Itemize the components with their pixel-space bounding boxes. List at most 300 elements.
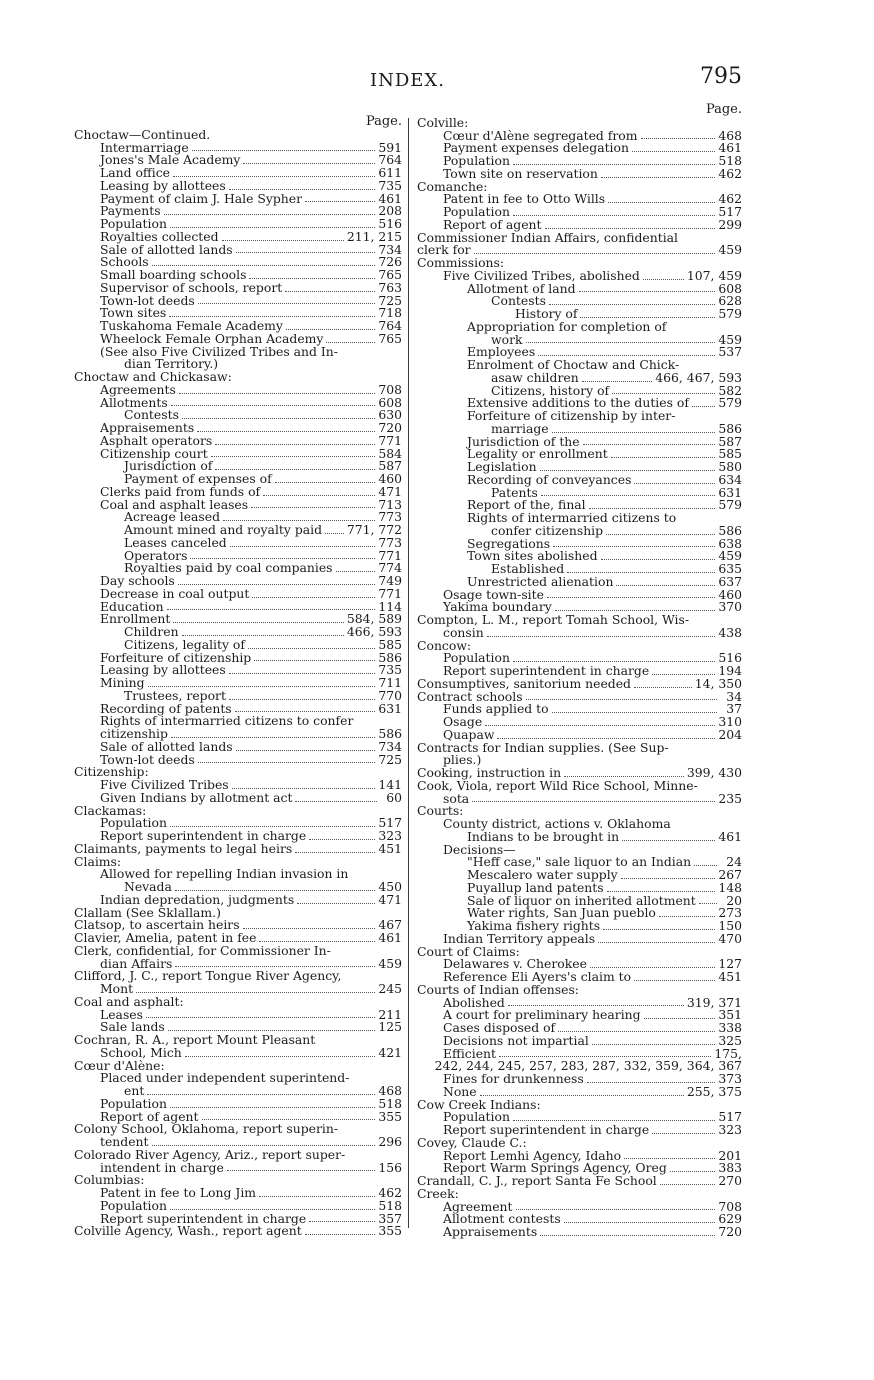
index-entry-page: 208 xyxy=(378,203,402,219)
index-entry-text: Water rights, San Juan pueblo xyxy=(467,905,656,921)
index-entry-text: Five Civilized Tribes xyxy=(100,777,229,792)
index-entry xyxy=(417,522,742,538)
dot-leader xyxy=(643,270,684,280)
index-entry-text: Choctaw and Chickasaw: xyxy=(74,369,232,384)
index-entry-text: Intermarriage xyxy=(100,139,189,155)
index-entry-text: plies.) xyxy=(443,752,482,768)
dot-leader xyxy=(179,384,375,394)
index-entry-page: 713 xyxy=(378,496,402,512)
index-entry-text: Covey, Claude C.: xyxy=(417,1134,527,1150)
dot-leader xyxy=(513,1111,715,1121)
index-entry-text: Mescalero water supply xyxy=(467,867,618,882)
index-entry-page: 734 xyxy=(378,241,402,257)
index-entry-text: Operators xyxy=(124,547,188,563)
index-entry-page: 637 xyxy=(718,573,742,589)
index-entry-text: Consumptives, sanitorium needed xyxy=(417,675,631,691)
index-entry-text: Tuskahoma Female Academy xyxy=(100,318,283,333)
index-entry-text: Osage xyxy=(443,714,483,729)
dot-leader xyxy=(589,499,716,509)
index-entry-page: 127 xyxy=(718,956,742,972)
index-entry-text: Puyallup land patents xyxy=(467,879,604,895)
index-entry-text: Recording of conveyances xyxy=(467,471,632,487)
index-entry-text: Comanche: xyxy=(417,178,488,194)
index-entry-text: Royalties paid by coal companies xyxy=(124,560,333,576)
dot-leader xyxy=(146,1009,375,1019)
index-entry-page: 608 xyxy=(718,280,742,296)
dot-leader xyxy=(164,205,376,215)
index-entry-page: 773 xyxy=(378,534,402,550)
index-entry-text: Education xyxy=(100,598,164,614)
index-entry-text: Coal and asphalt leases xyxy=(100,496,249,512)
index-entry-text: work xyxy=(491,331,523,347)
page-column-label: Page. xyxy=(705,102,742,117)
index-entry-text: Agreement xyxy=(443,1198,513,1214)
index-entry-text: Clackamas: xyxy=(74,802,147,818)
index-entry-text: Report superintendent in charge xyxy=(100,1210,307,1226)
dot-leader xyxy=(540,1226,715,1236)
index-entry-text: Acreage leased xyxy=(124,509,221,525)
index-entry-text: Sale of allotted lands xyxy=(100,738,233,754)
dot-leader xyxy=(582,372,653,382)
index-entry-text: Decisions not impartial xyxy=(443,1032,589,1048)
dot-leader xyxy=(170,218,375,228)
index-entry-page: 459 xyxy=(718,242,742,258)
index-entry-text: Wheelock Female Orphan Academy xyxy=(100,330,324,346)
dot-leader xyxy=(197,422,375,432)
dot-leader xyxy=(297,894,375,904)
index-entry xyxy=(74,1225,402,1238)
index-entry-page: 467 xyxy=(378,917,402,933)
index-entry-page: 764 xyxy=(378,152,402,168)
index-entry-page: 771 xyxy=(378,432,402,448)
index-entry-text: Citizens, legality of xyxy=(124,636,245,652)
index-entry-text: Legality or enrollment xyxy=(467,446,608,462)
page-number: 795 xyxy=(700,64,742,89)
index-entry-page: 24 xyxy=(726,854,742,870)
index-entry-page: 462 xyxy=(378,1185,402,1200)
dot-leader xyxy=(590,958,715,968)
index-entry-text: Cochran, R. A., report Mount Pleasant xyxy=(74,1032,316,1047)
index-entry-text: Population xyxy=(443,1109,510,1125)
index-entry-text: Commissions: xyxy=(417,255,505,270)
index-entry-text: Population xyxy=(100,216,167,231)
dot-leader xyxy=(513,652,715,662)
index-entry-page: 267 xyxy=(718,867,742,882)
dot-leader xyxy=(603,920,715,930)
dot-leader xyxy=(198,295,376,305)
dot-leader xyxy=(173,167,375,177)
dot-leader xyxy=(259,1187,375,1197)
index-entry-text: Enrollment xyxy=(100,611,171,627)
dot-leader xyxy=(275,473,376,483)
index-entry-text: Clifford, J. C., report Tongue River Agency, xyxy=(74,968,342,984)
index-entry-page: 635 xyxy=(718,561,742,576)
index-entry-text: Decisions— xyxy=(443,841,516,857)
index-entry-page: 20 xyxy=(726,892,742,908)
index-entry-text: Report superintendent in charge xyxy=(100,828,307,843)
dot-leader xyxy=(540,461,716,471)
dot-leader xyxy=(168,1021,376,1031)
column-divider xyxy=(408,118,409,1228)
index-entry-page: 355 xyxy=(378,1108,402,1124)
dot-leader xyxy=(222,231,344,241)
index-entry-text: Allotment of land xyxy=(467,280,576,296)
index-entry-page: 150 xyxy=(718,918,742,933)
index-entry-page: 518 xyxy=(378,1095,402,1111)
dot-leader xyxy=(612,385,715,395)
index-entry-page: 771 xyxy=(378,547,402,563)
index-entry-page: 608 xyxy=(378,394,402,410)
index-entry-text: Unrestricted alienation xyxy=(467,573,614,589)
index-entry-text: Population xyxy=(443,204,510,219)
index-entry-page: 586 xyxy=(378,649,402,665)
dot-leader xyxy=(235,703,376,713)
index-entry-page: 774 xyxy=(378,560,402,576)
index-entry-page: 323 xyxy=(378,828,402,843)
dot-leader xyxy=(526,691,717,701)
index-entry-page: 468 xyxy=(718,127,742,143)
index-entry-page: 351 xyxy=(718,1007,742,1023)
dot-leader xyxy=(547,589,715,599)
index-entry-text: Extensive additions to the duties of xyxy=(467,395,689,411)
index-entry xyxy=(417,471,742,487)
index-entry-page: 399, 430 xyxy=(686,765,742,780)
index-entry-page: 770 xyxy=(378,687,402,703)
index-entry-text: Funds applied to xyxy=(443,701,549,717)
dot-leader xyxy=(580,308,715,318)
index-entry-text: Small boarding schools xyxy=(100,267,247,282)
dot-leader xyxy=(601,168,715,178)
index-entry-page: 773 xyxy=(378,509,402,525)
index-entry-page: 468 xyxy=(378,1083,402,1098)
index-entry-text: Contests xyxy=(491,293,546,309)
index-entry-text: Legislation xyxy=(467,459,537,474)
index-entry-text: intendent in charge xyxy=(100,1159,224,1175)
index-entry-text: Population xyxy=(100,1197,167,1213)
index-entry-page: 107, 459 xyxy=(686,267,742,283)
dot-leader xyxy=(309,830,375,840)
dot-leader xyxy=(232,779,376,789)
index-entry-page: 201 xyxy=(718,1147,742,1163)
index-entry-text: Forfeiture of citizenship xyxy=(100,649,252,665)
index-entry-page: 466, 593 xyxy=(346,624,402,639)
index-entry-page: 451 xyxy=(718,969,742,984)
index-entry-page: 734 xyxy=(378,738,402,754)
dot-leader xyxy=(175,881,375,891)
index-entry-page: 735 xyxy=(378,177,402,193)
index-entry-text: Clatsop, to ascertain heirs xyxy=(74,917,240,933)
index-entry-text: Payments xyxy=(100,203,161,219)
dot-leader xyxy=(229,664,376,674)
index-entry-page: 586 xyxy=(718,522,742,538)
index-entry-page: 37 xyxy=(726,701,742,717)
dot-leader xyxy=(553,538,715,548)
index-entry-text: dian Territory.) xyxy=(124,356,219,372)
index-entry-page: 194 xyxy=(718,663,742,678)
dot-leader xyxy=(211,448,376,458)
index-entry-text: Clerk, confidential, for Commissioner In- xyxy=(74,942,331,958)
index-entry xyxy=(417,295,742,308)
index-entry-text: Patent in fee to Otto Wills xyxy=(443,191,606,207)
dot-leader xyxy=(185,1047,376,1057)
index-entry-text: Decrease in coal output xyxy=(100,585,250,601)
dot-leader xyxy=(285,282,375,292)
index-entry-text: Cœur d'Alène: xyxy=(74,1057,165,1073)
dot-leader xyxy=(660,1175,716,1185)
index-entry-page: 211, 215 xyxy=(346,228,402,244)
index-entry-text: Allowed for repelling Indian invasion in xyxy=(100,866,349,882)
index-entry-text: Quapaw xyxy=(443,726,495,742)
index-entry-page: 634 xyxy=(718,471,742,487)
index-entry-text: Cook, Viola, report Wild Rice School, Minne- xyxy=(417,777,698,793)
dot-leader xyxy=(326,333,375,343)
index-entry-page: 461 xyxy=(718,140,742,156)
dot-leader xyxy=(480,1086,684,1096)
index-entry-text: Reference Eli Ayers's claim to xyxy=(443,969,632,984)
index-entry-page: 466, 467, 593 xyxy=(655,369,742,385)
index-entry-page: 204 xyxy=(718,726,742,742)
index-entry-page: 516 xyxy=(718,650,742,666)
index-entry-text: Forfeiture of citizenship by inter- xyxy=(467,408,676,423)
dot-leader xyxy=(248,639,375,649)
index-entry-page: 587 xyxy=(718,433,742,449)
dot-leader xyxy=(152,1136,376,1146)
index-entry-page: 460 xyxy=(718,586,742,602)
index-entry-text: marriage xyxy=(491,420,549,436)
dot-leader xyxy=(652,665,715,675)
index-entry-text: Claimants, payments to legal heirs xyxy=(74,840,293,856)
index-entry-page: 461 xyxy=(378,190,402,206)
index-entry-text: Yakima boundary xyxy=(443,599,552,615)
index-entry-page: 338 xyxy=(718,1020,742,1035)
running-head-title: INDEX. xyxy=(370,70,445,91)
dot-leader xyxy=(558,1022,715,1032)
index-column-left xyxy=(74,116,402,1238)
index-entry-page: 763 xyxy=(378,279,402,295)
index-entry-text: Amount mined and royalty paid xyxy=(124,522,323,537)
index-entry-text: Citizenship court xyxy=(100,445,208,461)
index-entry-text: Recording of patents xyxy=(100,700,232,716)
dot-leader xyxy=(147,1085,375,1095)
dot-leader xyxy=(243,919,376,929)
index-entry xyxy=(417,280,742,296)
dot-leader xyxy=(694,856,717,866)
index-entry-text: Report of the, final xyxy=(467,497,586,513)
index-entry-page: 579 xyxy=(718,306,742,321)
index-entry-page: 273 xyxy=(718,905,742,921)
index-entry-text: citizenship xyxy=(100,726,168,741)
index-entry-page: 462 xyxy=(718,165,742,181)
index-entry-text: Jones's Male Academy xyxy=(100,152,241,168)
index-entry-text: Clavier, Amelia, patent in fee xyxy=(74,930,257,945)
dot-leader xyxy=(170,1098,375,1108)
dot-leader xyxy=(592,1035,716,1045)
index-entry-page: 585 xyxy=(718,446,742,462)
index-entry-text: Contests xyxy=(124,407,179,423)
dot-leader xyxy=(236,244,376,254)
dot-leader xyxy=(606,525,715,535)
index-entry-text: Indians to be brought in xyxy=(467,828,620,844)
dot-leader xyxy=(169,307,375,317)
index-entry xyxy=(417,790,742,806)
index-entry-text: Population xyxy=(443,153,510,168)
index-entry-text: Enrolment of Choctaw and Chick- xyxy=(467,357,680,372)
dot-leader xyxy=(652,1124,715,1134)
index-entry-text: Leasing by allottees xyxy=(100,662,226,678)
dot-leader xyxy=(541,487,716,497)
index-entry-text: Columbias: xyxy=(74,1172,145,1188)
dot-leader xyxy=(670,1162,716,1172)
dot-leader xyxy=(552,423,716,433)
index-entry-page: 765 xyxy=(378,267,402,282)
dot-leader xyxy=(171,728,375,738)
dot-leader xyxy=(552,703,717,713)
index-entry-text: Town-lot deeds xyxy=(100,751,195,767)
index-entry-page: 537 xyxy=(718,344,742,360)
index-entry-page: 631 xyxy=(378,700,402,716)
index-entry-text: Town sites xyxy=(100,305,167,321)
index-entry-text: Efficient xyxy=(443,1045,497,1061)
dot-leader xyxy=(286,320,375,330)
index-entry-text: Payment of claim J. Hale Sypher xyxy=(100,190,303,206)
index-entry-page: 771, 772 xyxy=(346,522,402,537)
index-entry-page: 459 xyxy=(718,331,742,347)
index-entry-page: 708 xyxy=(718,1198,742,1214)
index-entry-text: Contracts for Indian supplies. (See Sup- xyxy=(417,739,669,755)
index-entry-text: Sale of liquor on inherited allotment xyxy=(467,892,696,908)
dot-leader xyxy=(236,741,376,751)
index-entry-page: 631 xyxy=(718,484,742,500)
index-entry-text: History of xyxy=(515,306,578,321)
dot-leader xyxy=(632,142,715,152)
dot-leader xyxy=(148,677,376,687)
dot-leader xyxy=(641,130,716,140)
dot-leader xyxy=(513,155,715,165)
index-entry-page: 708 xyxy=(378,381,402,397)
index-entry-page: 518 xyxy=(378,1197,402,1213)
index-entry-page: 296 xyxy=(378,1134,402,1149)
dot-leader xyxy=(692,397,715,407)
index-entry-text: Given Indians by allotment act xyxy=(100,789,293,805)
dot-leader xyxy=(564,767,684,777)
dot-leader xyxy=(634,474,715,484)
index-entry-text: Sale of allotted lands xyxy=(100,241,233,257)
index-entry-page: 459 xyxy=(718,548,742,564)
dot-leader xyxy=(229,690,375,700)
index-entry-text: confer citizenship xyxy=(491,522,604,538)
index-entry-page: 718 xyxy=(378,305,402,321)
index-entry-page: 34 xyxy=(726,688,742,704)
index-entry-text: consin xyxy=(443,624,484,640)
dot-leader xyxy=(611,448,716,458)
dot-leader xyxy=(624,1150,715,1160)
index-entry-text: Claims: xyxy=(74,853,122,869)
index-entry-page: 584, 589 xyxy=(346,611,402,627)
dot-leader xyxy=(472,793,715,803)
index-entry-text: Yakima fishery rights xyxy=(467,918,601,933)
dot-leader xyxy=(251,499,375,509)
index-entry-text: Asphalt operators xyxy=(100,432,213,448)
dot-leader xyxy=(644,1009,716,1019)
index-entry-text: dian Affairs xyxy=(100,955,173,971)
index-entry-page: 299 xyxy=(718,216,742,232)
index-entry xyxy=(417,267,742,283)
dot-leader xyxy=(229,180,376,190)
index-entry-text: Citizens, history of xyxy=(491,382,610,398)
index-entry-text: Leasing by allottees xyxy=(100,177,226,193)
index-entry-page: 720 xyxy=(718,1224,742,1239)
index-entry-text: Town-lot deeds xyxy=(100,292,195,308)
dot-leader xyxy=(598,933,715,943)
index-entry-page: 235 xyxy=(718,790,742,806)
index-entry-page: 764 xyxy=(378,318,402,333)
index-entry-page: 518 xyxy=(718,153,742,168)
index-entry-text: Placed under independent superintend- xyxy=(100,1070,350,1086)
dot-leader xyxy=(634,971,715,981)
index-entry-page: 579 xyxy=(718,497,742,513)
index-entry-page: 357 xyxy=(378,1210,402,1226)
index-entry-text: A court for preliminary hearing xyxy=(443,1007,641,1023)
index-entry-text: Patent in fee to Long Jim xyxy=(100,1185,257,1200)
index-entry-text: Population xyxy=(443,650,510,666)
index-entry-text: Population xyxy=(100,815,167,831)
index-entry-text: Cœur d'Alène segregated from xyxy=(443,127,638,143)
index-entry-text: Creek: xyxy=(417,1185,459,1201)
index-entry-text: Choctaw—Continued. xyxy=(74,126,211,142)
index-entry-text: Appraisements xyxy=(443,1224,538,1239)
index-entry-text: Citizenship: xyxy=(74,764,149,780)
index-entry xyxy=(74,840,402,856)
index-entry-page: 725 xyxy=(378,292,402,308)
index-entry-text: Jurisdiction of the xyxy=(467,433,580,449)
index-entry-page: 462 xyxy=(718,191,742,207)
dot-leader xyxy=(152,256,376,266)
index-entry-text: Payment of expenses of xyxy=(124,471,272,486)
dot-leader xyxy=(295,792,377,802)
dot-leader xyxy=(601,550,716,560)
dot-leader xyxy=(474,244,716,254)
dot-leader xyxy=(182,626,344,636)
index-entry-text: Payment expenses delegation xyxy=(443,140,629,156)
index-entry-text: County district, actions v. Oklahoma xyxy=(443,816,671,831)
index-entry-page: 438 xyxy=(718,624,742,640)
dot-leader xyxy=(192,142,376,152)
index-entry-page: 579 xyxy=(718,395,742,411)
index-entry-text: Commissioner Indian Affairs, confidential xyxy=(417,229,679,245)
dot-leader xyxy=(171,397,376,407)
index-entry-page: 749 xyxy=(378,573,402,588)
index-entry-text: Appraisements xyxy=(100,420,195,435)
index-entry-text: Mining xyxy=(100,675,145,690)
index-entry-page: 270 xyxy=(718,1173,742,1188)
index-entry-text: Five Civilized Tribes, abolished xyxy=(443,267,640,283)
index-entry-page: 630 xyxy=(378,407,402,423)
dot-leader xyxy=(309,1213,375,1223)
dot-leader xyxy=(263,486,375,496)
index-entry-page: 517 xyxy=(718,1109,742,1125)
index-entry-text: Report Lemhi Agency, Idaho xyxy=(443,1147,622,1163)
dot-leader xyxy=(579,283,716,293)
dot-leader xyxy=(170,817,375,827)
index-entry-page: 470 xyxy=(718,930,742,946)
index-entry-page: 765 xyxy=(378,330,402,346)
index-entry-text: clerk for xyxy=(417,242,471,258)
index-entry-page: 735 xyxy=(378,662,402,678)
index-entry-page: 628 xyxy=(718,293,742,309)
dot-leader xyxy=(227,1162,376,1172)
index-entry-page: 373 xyxy=(718,1071,742,1086)
dot-leader xyxy=(497,729,715,739)
